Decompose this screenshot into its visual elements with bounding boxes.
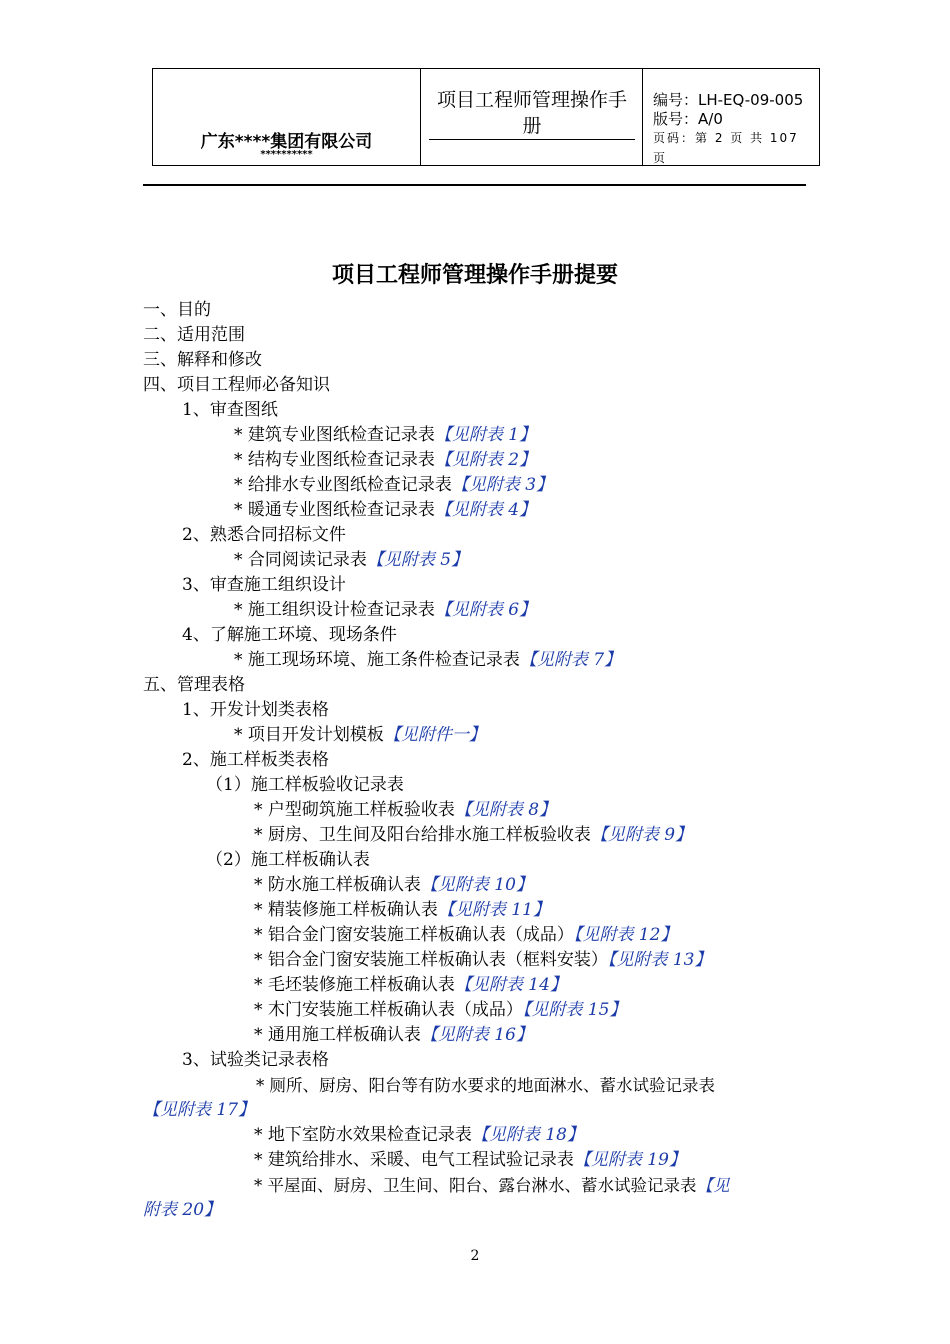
toc-line[interactable]: * 暖通专业图纸检查记录表【见附表 4】 <box>234 500 537 520</box>
toc-line: 二、适用范围 <box>143 325 245 345</box>
ref-link[interactable]: 【见附表 17】 <box>143 1100 256 1120</box>
ref-link[interactable]: 【见附表 3】 <box>451 475 554 495</box>
toc-line: 1、开发计划类表格 <box>182 700 329 720</box>
doc-page-info: 页码：第 2 页 共 107 <box>653 131 799 145</box>
toc-line[interactable]: * 铝合金门窗安装施工样板确认表（框料安装）【见附表 13】 <box>254 950 712 970</box>
toc-line[interactable]: * 户型砌筑施工样板验收表【见附表 8】 <box>254 800 557 820</box>
toc-line[interactable]: * 结构专业图纸检查记录表【见附表 2】 <box>234 450 537 470</box>
ref-link[interactable]: 【见附表 7】 <box>519 650 622 670</box>
header-table <box>152 68 820 166</box>
toc-line[interactable]: * 地下室防水效果检查记录表【见附表 18】 <box>254 1125 584 1145</box>
toc-line[interactable]: * 防水施工样板确认表【见附表 10】 <box>254 875 533 895</box>
toc-line[interactable]: * 给排水专业图纸检查记录表【见附表 3】 <box>234 475 554 495</box>
toc-line[interactable]: * 施工组织设计检查记录表【见附表 6】 <box>234 600 537 620</box>
ref-link[interactable]: 【见附表 8】 <box>454 800 557 820</box>
ref-link[interactable]: 【见附表 13】 <box>607 950 712 970</box>
ref-link[interactable]: 【见附表 15】 <box>522 1000 627 1020</box>
ref-link[interactable]: 【见附表 10】 <box>420 875 533 895</box>
page-title: 项目工程师管理操作手册提要 <box>331 263 618 288</box>
ref-link[interactable]: 【见附件一】 <box>383 725 486 745</box>
page-number: 2 <box>470 1248 480 1264</box>
ref-link[interactable]: 【见附表 9】 <box>590 825 693 845</box>
ref-link[interactable]: 【见附表 18】 <box>471 1125 584 1145</box>
header-meta-cell <box>643 69 819 165</box>
toc-line[interactable]: * 合同阅读记录表【见附表 5】 <box>234 550 469 570</box>
toc-line[interactable]: * 厨房、卫生间及阳台给排水施工样板验收表【见附表 9】 <box>254 825 693 845</box>
toc-line[interactable]: * 铝合金门窗安装施工样板确认表（成品）【见附表 12】 <box>254 925 678 945</box>
ref-link[interactable]: 附表 20】 <box>143 1200 222 1220</box>
header-title-cell <box>421 69 643 165</box>
toc-line: 1、审查图纸 <box>182 400 278 420</box>
ref-link[interactable]: 【见附表 4】 <box>434 500 537 520</box>
toc-line: * 厕所、厨房、阳台等有防水要求的地面淋水、蓄水试验记录表 <box>256 1076 715 1095</box>
ref-link[interactable]: 【见附表 5】 <box>366 550 469 570</box>
toc-line[interactable]: * 项目开发计划模板【见附件一】 <box>234 725 486 745</box>
toc-line: （2）施工样板确认表 <box>206 850 370 870</box>
title-underline <box>429 139 635 140</box>
company-name: 广东****集团有限公司 <box>200 132 373 152</box>
toc-line: 2、施工样板类表格 <box>182 750 329 770</box>
toc-line: 3、试验类记录表格 <box>182 1050 329 1070</box>
toc-line[interactable] <box>143 1098 255 1123</box>
toc-line: 4、了解施工环境、现场条件 <box>182 625 397 645</box>
toc-line[interactable]: * 建筑给排水、采暖、电气工程试验记录表【见附表 19】 <box>254 1150 686 1170</box>
header-rule <box>143 184 806 186</box>
doc-code: 编号：LH-EQ-09-005 <box>653 91 804 109</box>
ref-link[interactable]: 【见附表 16】 <box>420 1025 533 1045</box>
toc-line[interactable]: * 木门安装施工样板确认表（成品）【见附表 15】 <box>254 1000 627 1020</box>
ref-link[interactable]: 【见附表 1】 <box>434 425 537 445</box>
doc-version: 版号：A/0 <box>653 110 723 128</box>
toc-line[interactable]: * 毛坯装修施工样板确认表【见附表 14】 <box>254 975 567 995</box>
doc-page-info-cont: 页 <box>653 151 666 165</box>
ref-link[interactable]: 【见附表 14】 <box>454 975 567 995</box>
toc-line: 3、审查施工组织设计 <box>182 575 346 595</box>
toc-line[interactable]: * 精装修施工样板确认表【见附表 11】 <box>254 900 550 920</box>
company-sub: ********** <box>260 149 313 160</box>
toc-line: 四、项目工程师必备知识 <box>143 375 330 395</box>
toc-line: 2、熟悉合同招标文件 <box>182 525 346 545</box>
header-doc-title: 项目工程师管理操作手册 <box>436 89 627 137</box>
ref-link[interactable]: 【见附表 2】 <box>434 450 537 470</box>
toc-line[interactable]: * 通用施工样板确认表【见附表 16】 <box>254 1025 533 1045</box>
toc-line[interactable] <box>143 1198 221 1223</box>
toc-line[interactable]: * 建筑专业图纸检查记录表【见附表 1】 <box>234 425 537 445</box>
ref-link[interactable]: 【见附表 6】 <box>434 600 537 620</box>
ref-link[interactable]: 【见附表 19】 <box>573 1150 686 1170</box>
toc-line: 三、解释和修改 <box>143 350 262 370</box>
toc-line: 一、目的 <box>143 300 211 320</box>
toc-line: 五、管理表格 <box>143 675 245 695</box>
ref-link[interactable]: 【见附表 11】 <box>437 900 550 920</box>
ref-link[interactable]: 【见附表 12】 <box>573 925 678 945</box>
toc-line[interactable]: * 平屋面、厨房、卫生间、阳台、露台淋水、蓄水试验记录表【见 <box>254 1176 730 1195</box>
toc-line[interactable]: * 施工现场环境、施工条件检查记录表【见附表 7】 <box>234 650 622 670</box>
ref-link[interactable]: 【见 <box>696 1176 730 1195</box>
header-company-cell <box>153 69 421 165</box>
toc-line: （1）施工样板验收记录表 <box>206 775 404 795</box>
